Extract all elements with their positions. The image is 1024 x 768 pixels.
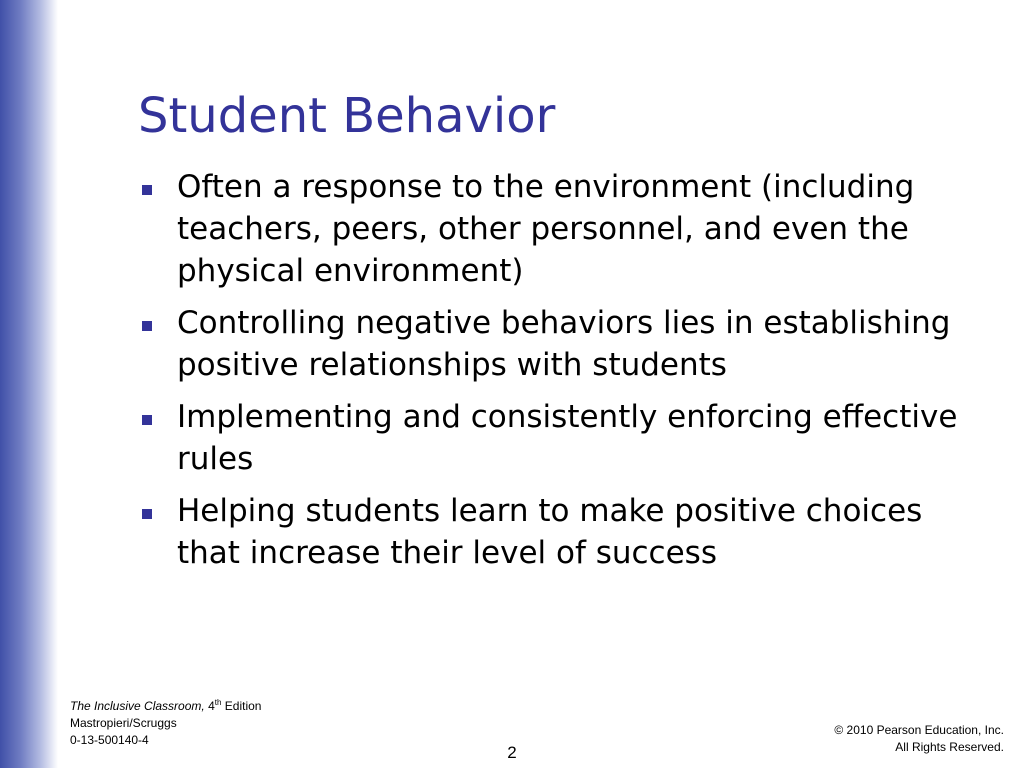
- footer-authors: Mastropieri/Scruggs: [70, 716, 177, 730]
- page-number: 2: [507, 743, 517, 762]
- square-bullet-icon: [142, 185, 152, 195]
- footer-copyright: [834, 722, 1004, 756]
- book-title: The Inclusive Classroom,: [70, 699, 205, 713]
- edition-suffix: th: [214, 698, 222, 707]
- bullet-text: Implementing and consistently enforcing effective rules: [177, 399, 958, 477]
- bullet-item: [140, 166, 970, 292]
- square-bullet-icon: [142, 415, 152, 425]
- edition-word: Edition: [224, 699, 262, 713]
- copyright-text: © 2010 Pearson Education, Inc.: [834, 723, 1004, 737]
- footer-book-info: [70, 698, 261, 749]
- bullet-item: [140, 302, 970, 386]
- bullet-text: Often a response to the environment (including teachers, peers, other personnel, and even the physical environment): [177, 169, 915, 289]
- bullet-text: Controlling negative behaviors lies in establishing positive relationships with students: [177, 305, 951, 383]
- footer-isbn: 0-13-500140-4: [70, 733, 149, 747]
- bullet-item: [140, 396, 970, 480]
- square-bullet-icon: [142, 321, 152, 331]
- slide-title: Student Behavior: [138, 88, 556, 144]
- footer-edition-line: [70, 698, 261, 715]
- bullet-text: Helping students learn to make positive choices that increase their level of success: [177, 493, 923, 571]
- bullet-list: [140, 166, 970, 584]
- rights-text: All Rights Reserved.: [895, 740, 1004, 754]
- square-bullet-icon: [142, 509, 152, 519]
- side-gradient-bar: [0, 0, 58, 768]
- bullet-item: [140, 490, 970, 574]
- edition-number: 4: [208, 699, 215, 713]
